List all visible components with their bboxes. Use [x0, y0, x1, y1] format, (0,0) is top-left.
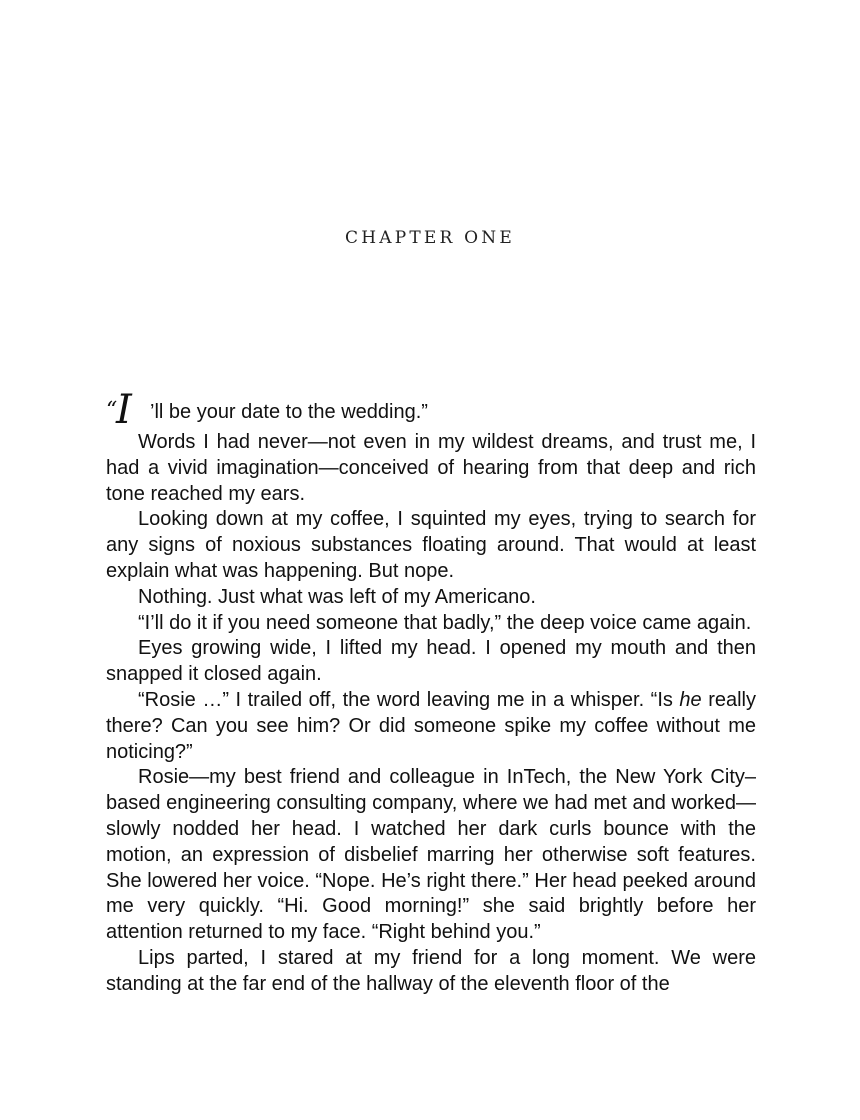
paragraph: “I’ll do it if you need someone that badly,” the deep voice came again. — [138, 611, 752, 634]
opening-line — [106, 387, 756, 433]
paragraph: Nothing. Just what was left of my Americano. — [138, 585, 536, 608]
paragraph: Words I had never—not even in my wildest dreams, and trust me, I had a vivid imagination—conceived of hearing from that deep and rich tone reached my ears. — [106, 431, 756, 505]
chapter-heading: CHAPTER ONE — [345, 228, 515, 248]
paragraph: Eyes growing wide, I lifted my head. I opened my mouth and then snapped it closed again. — [106, 637, 756, 686]
paragraph — [106, 688, 756, 765]
paragraph-text: really there? Can you see him? Or did someone spike my coffee without me noticing?” — [106, 688, 756, 763]
opening-line-text: ’ll be your date to the wedding.” — [150, 401, 428, 423]
drop-cap: I — [116, 387, 132, 433]
emphasis-text: he — [679, 688, 702, 711]
chapter-body — [106, 387, 756, 998]
opening-quote-mark: “ — [106, 398, 118, 423]
paragraph-text: “Rosie …” I trailed off, the word leaving me in a whisper. “Is — [138, 688, 680, 711]
paragraph: Lips parted, I stared at my friend for a long moment. We were standing at the far end of the hallway of the eleventh floor of the — [106, 946, 756, 995]
paragraph: Looking down at my coffee, I squinted my eyes, trying to search for any signs of noxious substances floating around. That would at least explain what was happening. But nope. — [106, 508, 756, 582]
paragraph: Rosie—my best friend and colleague in InTech, the New York City–based engineering consulting company, where we had met and worked—slowly nodded her head. I watched her dark curls bounce with the motion, an expression of disbelief marring her otherwise soft features. She lowered her voice. “Nope. He’s right there.” Her head peeked around me very quickly. “Hi. Good morning!” she said brightly before her attention returned to my face. “Right behind you.” — [106, 766, 756, 944]
